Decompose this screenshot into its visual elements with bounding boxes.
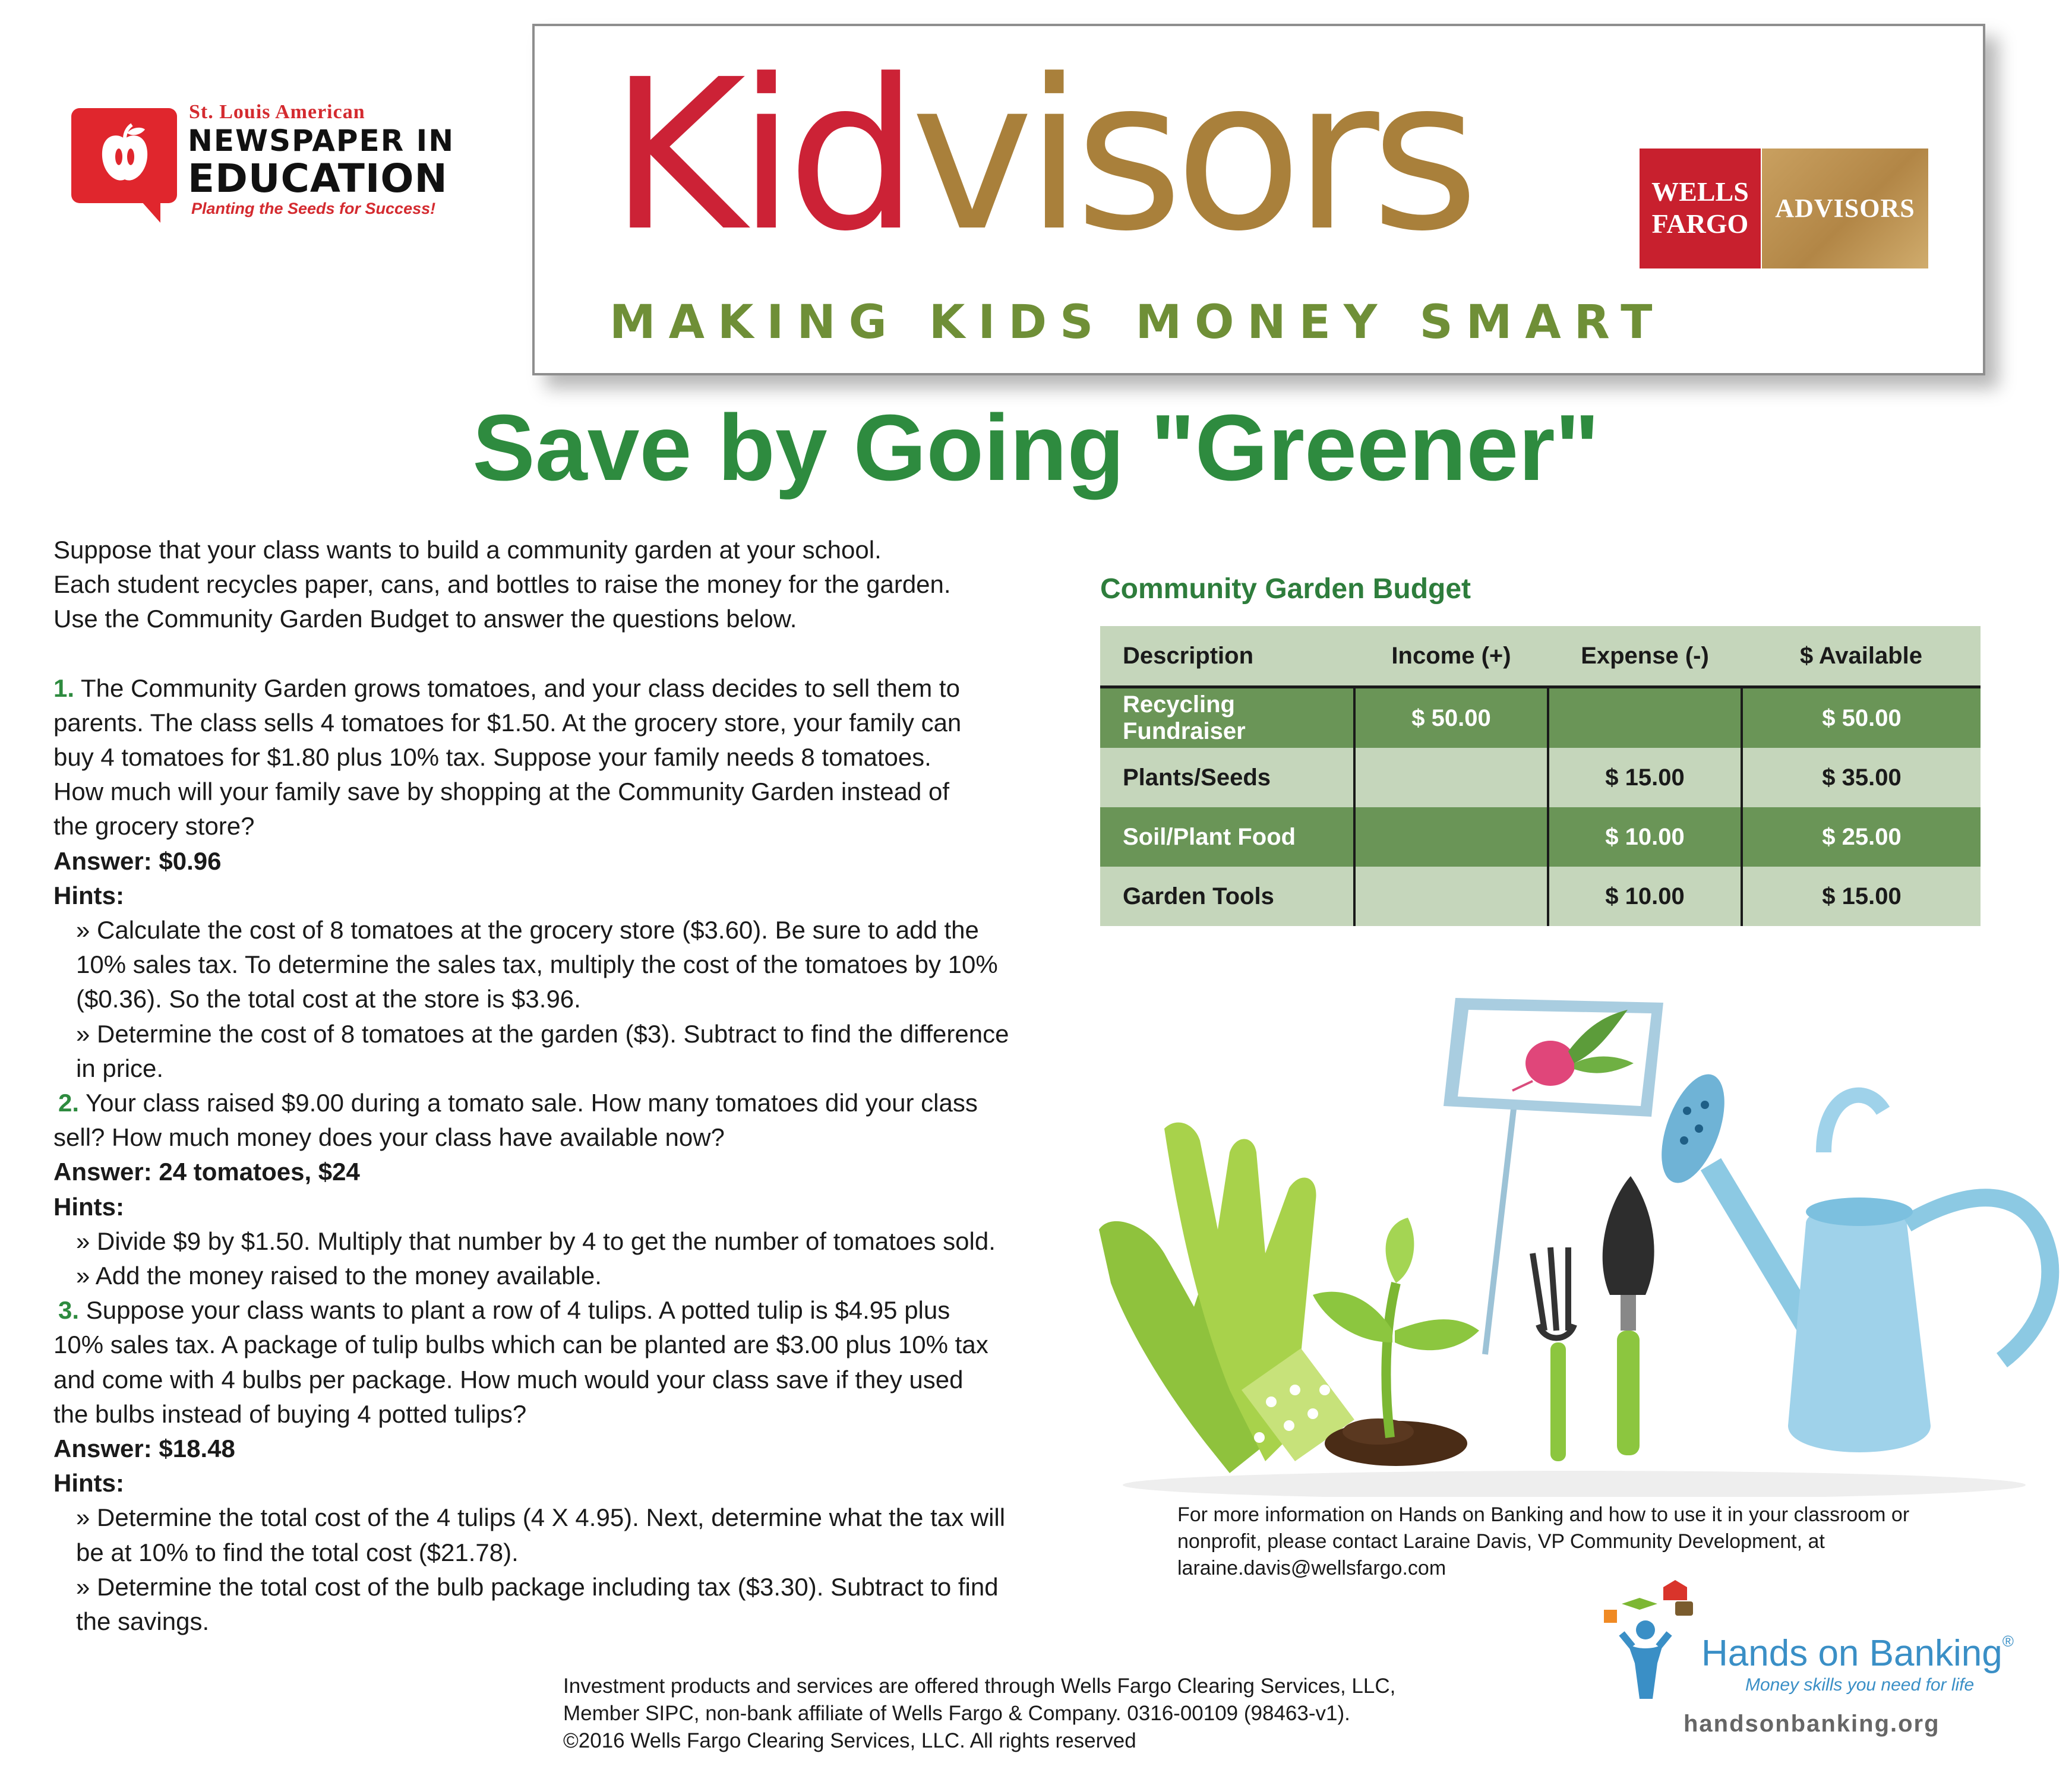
table-cell: $ 15.00	[1548, 748, 1742, 807]
nie-logo	[71, 101, 487, 238]
contact-line[interactable]: laraine.davis@wellsfargo.com	[1177, 1557, 1446, 1579]
table-cell: $ 10.00	[1548, 867, 1742, 926]
hands-on-banking-logo	[1598, 1580, 2026, 1746]
table-cell: Plants/Seeds	[1100, 748, 1354, 807]
wordmark-visors: visors	[910, 34, 1471, 277]
question-1	[53, 671, 1063, 706]
table-cell: Recycling Fundraiser	[1100, 687, 1354, 748]
hints-label: Hints:	[53, 1192, 124, 1221]
table-cell	[1354, 807, 1548, 867]
hint-line: » Add the money raised to the money available.	[76, 1262, 602, 1290]
table-cell: $ 35.00	[1742, 748, 1981, 807]
wf-line2: FARGO	[1651, 208, 1749, 239]
wells-fargo-box	[1640, 148, 1761, 268]
garden-illustration	[1075, 974, 2072, 1497]
banner-tagline: MAKING KIDS MONEY SMART	[609, 296, 1666, 349]
column-header: Description	[1100, 626, 1354, 687]
table-header-row	[1100, 626, 1981, 687]
table-cell: Soil/Plant Food	[1100, 807, 1354, 867]
table-cell: $ 15.00	[1742, 867, 1981, 926]
question-number: 3.	[58, 1296, 80, 1325]
nie-line4: Planting the Seeds for Success!	[191, 200, 436, 217]
trowel-icon	[1603, 1176, 1654, 1455]
hints-label: Hints:	[53, 1469, 124, 1497]
hob-name-text: Hands on Banking	[1701, 1633, 2002, 1674]
apple-icon	[95, 122, 154, 188]
question-text: Suppose your class wants to plant a row of 4 tulips. A potted tulip is $4.95 plus	[79, 1296, 950, 1325]
table-row	[1100, 807, 1981, 867]
questions-column	[53, 533, 1063, 1639]
question-text: Your class raised $9.00 during a tomato sale. How many tomatoes did your class	[79, 1089, 978, 1117]
question-line: the bulbs instead of buying 4 potted tulips?	[53, 1399, 527, 1428]
kidvisors-banner	[532, 24, 1985, 375]
table-row	[1100, 748, 1981, 807]
question-line: 10% sales tax. A package of tulip bulbs which can be planted are $3.00 plus 10% tax	[53, 1331, 988, 1359]
intro-line: Each student recycles paper, cans, and bottles to raise the money for the garden.	[53, 570, 951, 599]
wordmark-kid: Kid	[609, 34, 911, 277]
hint-line: » Divide $9 by $1.50. Multiply that number by 4 to get the number of tomatoes sold.	[76, 1227, 996, 1255]
answer: Answer: $18.48	[53, 1435, 235, 1463]
wf-line1: WELLS	[1651, 176, 1749, 207]
disclaimer	[563, 1673, 1573, 1755]
contact-line: For more information on Hands on Banking and how to use it in your classroom or	[1177, 1503, 1910, 1526]
table-cell: $ 25.00	[1742, 807, 1981, 867]
kidvisors-wordmark	[609, 34, 1471, 277]
disclaimer-line: ©2016 Wells Fargo Clearing Services, LLC. All rights reserved	[563, 1729, 1136, 1752]
garden-fork-icon	[1533, 1247, 1574, 1461]
table-cell: $ 50.00	[1742, 687, 1981, 748]
hob-url[interactable]: handsonbanking.org	[1684, 1711, 1940, 1737]
table-cell: $ 50.00	[1354, 687, 1548, 748]
contact-info	[1177, 1502, 2009, 1582]
hint-line: in price.	[76, 1054, 164, 1082]
column-header: Income (+)	[1354, 626, 1548, 687]
hint-line: 10% sales tax. To determine the sales tax, multiply the cost of the tomatoes by 10%	[76, 950, 998, 979]
question-line: sell? How much money does your class have available now?	[53, 1123, 725, 1152]
watering-can-icon	[1649, 1066, 2050, 1452]
hint-line: » Determine the cost of 8 tomatoes at the garden ($3). Subtract to find the difference	[76, 1019, 1009, 1048]
hint-line: » Determine the total cost of the bulb package including tax ($3.30). Subtract to find	[76, 1572, 999, 1601]
hint-line: ($0.36). So the total cost at the store is $3.96.	[76, 985, 581, 1013]
table-row	[1100, 687, 1981, 748]
question-number: 2.	[58, 1089, 80, 1117]
disclaimer-line: Member SIPC, non-bank affiliate of Wells Fargo & Company. 0316-00109 (98463-v1).	[563, 1702, 1350, 1725]
question-line: the grocery store?	[53, 812, 255, 841]
answer: Answer: 24 tomatoes, $24	[53, 1158, 360, 1186]
intro-line: Use the Community Garden Budget to answer the questions below.	[53, 605, 797, 633]
answer: Answer: $0.96	[53, 846, 222, 875]
table-cell: Garden Tools	[1100, 867, 1354, 926]
question-line: How much will your family save by shopping at the Community Garden instead of	[53, 778, 950, 806]
hands-on-banking-figure-icon	[1598, 1580, 1705, 1705]
column-header: $ Available	[1742, 626, 1981, 687]
contact-line: nonprofit, please contact Laraine Davis, VP Community Development, at	[1177, 1530, 1825, 1553]
column-header: Expense (-)	[1548, 626, 1742, 687]
hint-line: » Calculate the cost of 8 tomatoes at the grocery store ($3.60). Be sure to add the	[76, 916, 979, 944]
table-cell	[1354, 748, 1548, 807]
hob-reg: ®	[2002, 1632, 2014, 1650]
table-row	[1100, 867, 1981, 926]
hob-name	[1701, 1632, 2014, 1674]
wells-fargo-advisors-logo	[1640, 148, 1928, 268]
hob-tagline: Money skills you need for life	[1745, 1675, 1975, 1695]
nie-line2: NEWSPAPER IN	[188, 124, 455, 158]
nie-line3: EDUCATION	[188, 156, 448, 201]
budget-table	[1100, 626, 1981, 926]
question-3	[53, 1293, 1063, 1328]
hint-line: » Determine the total cost of the 4 tulips (4 X 4.95). Next, determine what the tax will	[76, 1503, 1006, 1532]
disclaimer-line: Investment products and services are offered through Wells Fargo Clearing Services, LLC,	[563, 1674, 1396, 1698]
hints-label: Hints:	[53, 881, 124, 909]
intro-line: Suppose that your class wants to build a community garden at your school.	[53, 536, 882, 564]
question-line: parents. The class sells 4 tomatoes for $1.50. At the grocery store, your family can	[53, 708, 962, 737]
hint-line: be at 10% to find the total cost ($21.78).	[76, 1538, 519, 1566]
hint-line: the savings.	[76, 1607, 210, 1636]
table-cell: $ 10.00	[1548, 807, 1742, 867]
question-2	[53, 1086, 1063, 1120]
budget-title: Community Garden Budget	[1100, 573, 1471, 605]
question-line: buy 4 tomatoes for $1.80 plus 10% tax. Suppose your family needs 8 tomatoes.	[53, 743, 931, 772]
advisors-box: ADVISORS	[1762, 148, 1928, 268]
speech-tail	[137, 196, 160, 223]
question-number: 1.	[53, 674, 75, 702]
page-title: Save by Going "Greener"	[472, 396, 1600, 500]
table-cell	[1548, 687, 1742, 748]
question-text: The Community Garden grows tomatoes, and your class decides to sell them to	[74, 674, 960, 702]
question-line: and come with 4 bulbs per package. How much would your class save if they used	[53, 1365, 964, 1394]
table-cell	[1354, 867, 1548, 926]
nie-line1: St. Louis American	[189, 101, 365, 123]
